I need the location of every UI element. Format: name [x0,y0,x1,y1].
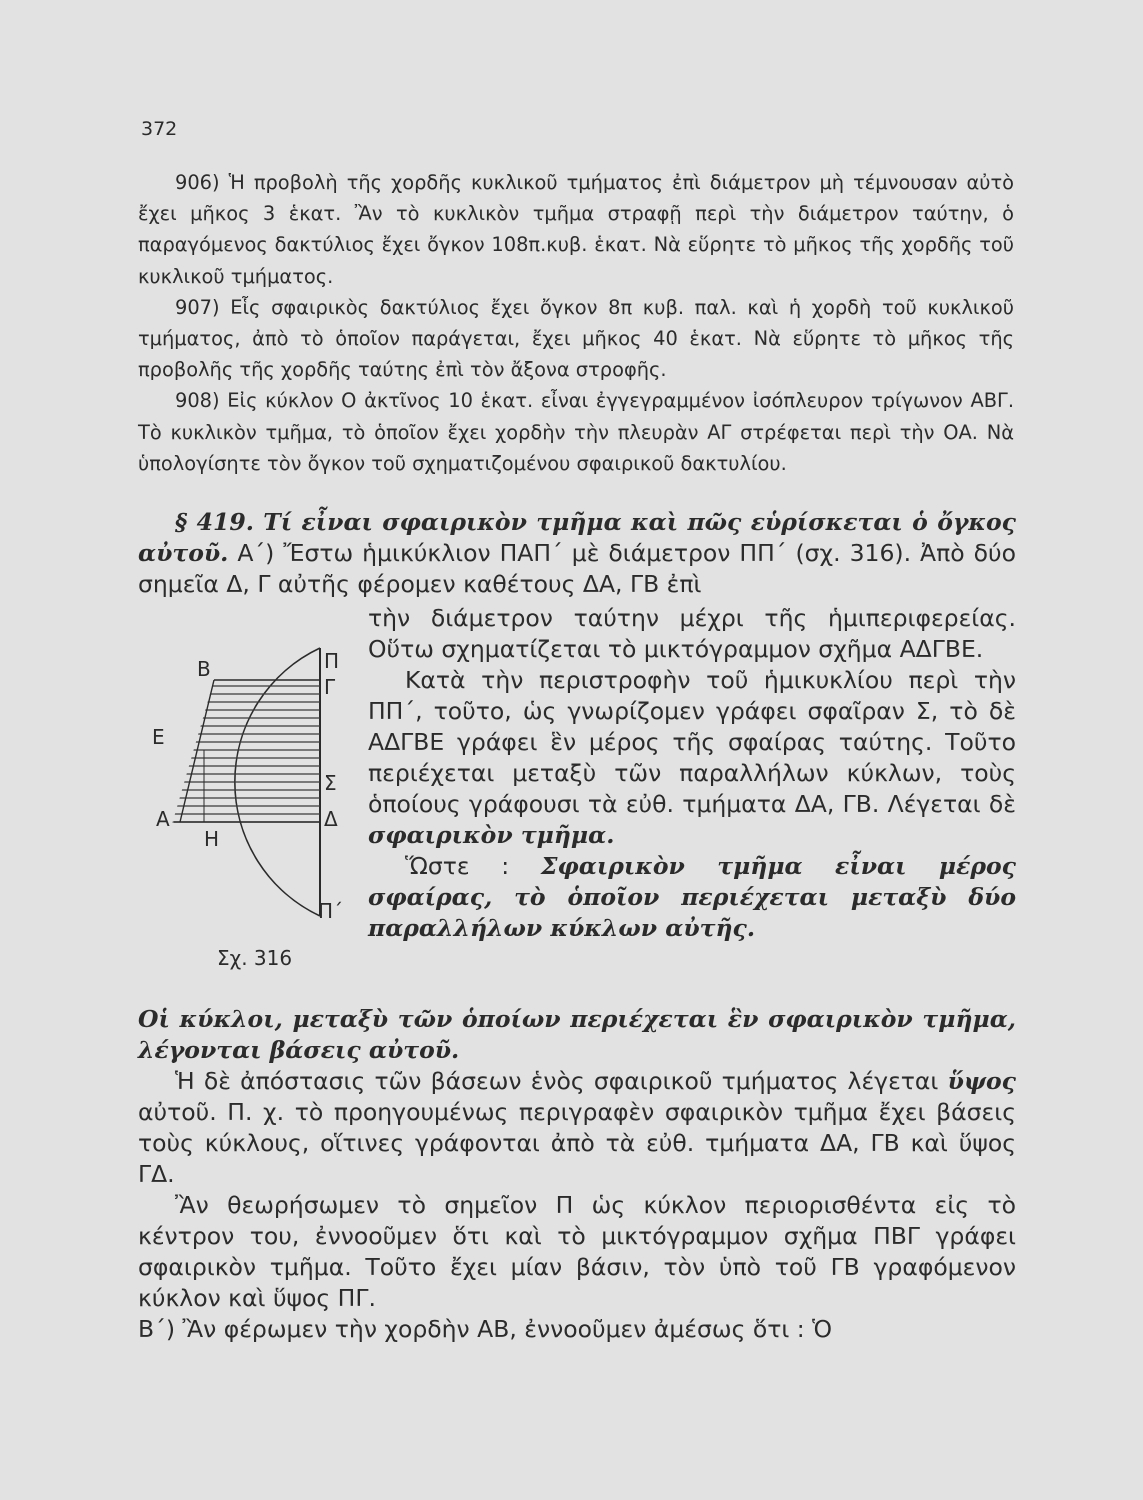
label-H: Η [204,827,220,851]
label-B: Β [197,657,211,681]
section-heading: § 419. Τί εἶναι σφαιρικὸν τμῆμα καὶ πῶς εὑρίσκεται ὁ ὄγκος αὐτοῦ. [138,508,1016,567]
hatching [160,686,320,822]
paragraph-rotation: Κατὰ τὴν περιστροφὴν τοῦ ἡμικυκλίου περὶ τὴν ΠΠ΄, τοῦτο, ὡς γνωρίζομεν γράφει σφαῖραν Σ, τὸ δὲ ΑΔΓΒΕ γράφει ἓν μέρος τῆς σφαίρας ταύτης. Τοῦτο περιέχεται μεταξὺ τῶν παραλλήλων κύκλων, τοὺς ὁποίους γράφουσι τὰ εὐθ. τμήματα ΔΑ, ΓΒ. Λέγεται δὲ σφαιρικὸν τμῆμα. [368,666,1016,849]
lower-text [138,1004,1016,1345]
figure-316 [140,638,360,938]
label-G: Γ [324,675,336,699]
definition-spherical-segment: Ὥστε : Σφαιρικὸν τμῆμα εἶναι μέρος σφαίρας, τὸ ὁποῖον περιέχεται μεταξὺ δύο παραλλήλων κύκλων αὐτῆς. [368,852,1016,942]
term-height: ὕψος [947,1067,1016,1095]
paragraph-center-point: Ἂν θεωρήσωμεν τὸ σημεῖον Π ὡς κύκλον περιορισθέντα εἰς τὸ κέντρον του, ἐννοοῦμεν ὅτι καὶ τὸ μικτόγραμμον σχῆμα ΠΒΓ γράφει σφαιρικὸν τμῆμα. Τοῦτο ἔχει μίαν βάσιν, τὸν ὑπὸ τοῦ ΓΒ γραφόμενον κύκλον καὶ ὕψος ΠΓ. [138,1191,1016,1312]
exercise-906: 906) Ἡ προβολὴ τῆς χορδῆς κυκλικοῦ τμήματος ἐπὶ διάμετρον μὴ τέμνουσαν αὐτὸ ἔχει μῆκος 3 ἑκατ. Ἂν τὸ κυκλικὸν τμῆμα στραφῇ περὶ τὴν διάμετρον ταύτην, ὁ παραγόμενος δακτύλιος ἔχει ὄγκον 108π.κυβ. ἑκατ. Νὰ εὕρητε τὸ μῆκος τῆς χορδῆς τοῦ κυκλικοῦ τμήματος. [138,171,1014,288]
chord-AB [180,680,214,822]
label-P: Π [324,649,340,673]
term-spherical-segment: σφαιρικὸν τμῆμα. [368,821,615,849]
label-D: Δ [324,807,338,831]
paragraph-height: Ἡ δὲ ἀπόστασις τῶν βάσεων ἑνὸς σφαιρικοῦ τμήματος λέγεται ὕψος αὐτοῦ. Π. χ. τὸ προηγουμένως περιγραφὲν σφαιρικὸν τμῆμα ἔχει βάσεις τοὺς κύκλους, οἵτινες γράφονται ἀπὸ τὰ εὐθ. τμήματα ΔΑ, ΓΒ καὶ ὕψος ΓΔ. [138,1067,1016,1188]
exercises-block [138,167,1014,479]
exercise-907: 907) Εἷς σφαιρικὸς δακτύλιος ἔχει ὄγκον 8π κυβ. παλ. καὶ ἡ χορδὴ τοῦ κυκλικοῦ τμήματος, ἀπὸ τὸ ὁποῖον παράγεται, ἔχει μῆκος 40 ἑκατ. Νὰ εὕρητε τὸ μῆκος τῆς προβολῆς τῆς χορδῆς ταύτης ἐπὶ τὸν ἄξονα στροφῆς. [138,295,1014,382]
label-S: Σ [324,771,337,795]
exercise-908: 908) Εἰς κύκλον Ο ἀκτῖνος 10 ἑκατ. εἶναι ἐγγεγραμμένον ἰσόπλευρον τρίγωνον ΑΒΓ. Τὸ κυκλικὸν τμῆμα, τὸ ὁποῖον ἔχει χορδὴν τὴν πλευρὰν ΑΓ στρέφεται περὶ τὴν ΟΑ. Νὰ ὑπολογίσητε τὸν ὄγκον τοῦ σχηματιζομένου σφαιρικοῦ δακτυλίου. [138,389,1014,475]
page-number: 372 [141,118,178,140]
section-intro: Α΄) Ἔστω ἡμικύκλιον ΠΑΠ΄ μὲ διάμετρον ΠΠ΄ (σχ. 316). Ἀπὸ δύο σημεῖα Δ, Γ αὐτῆς φέρομεν καθέτους ΔΑ, ΓΒ ἐπὶ [138,539,1016,598]
label-Pprime: Π΄ [318,899,344,923]
paragraph-shape: τὴν διάμετρον ταύτην μέχρι τῆς ἡμιπεριφερείας. Οὕτω σχηματίζεται τὸ μικτόγραμμον σχῆμα ΑΔΓΒΕ. [368,604,1016,663]
label-E: Ε [152,725,165,749]
figure-caption: Σχ. 316 [217,946,293,970]
label-A: Α [156,807,170,831]
paragraph-b: Β΄) Ἂν φέρωμεν τὴν χορδὴν ΑΒ, ἐννοοῦμεν ἀμέσως ὅτι : Ὁ [138,1315,833,1343]
definition-bases: Οἱ κύκλοι, μεταξὺ τῶν ὁποίων περιέχεται ἓν σφαιρικὸν τμῆμα, λέγονται βάσεις αὐτοῦ. [138,1005,1016,1064]
section-419 [138,507,1016,600]
right-column-text [368,603,1016,944]
